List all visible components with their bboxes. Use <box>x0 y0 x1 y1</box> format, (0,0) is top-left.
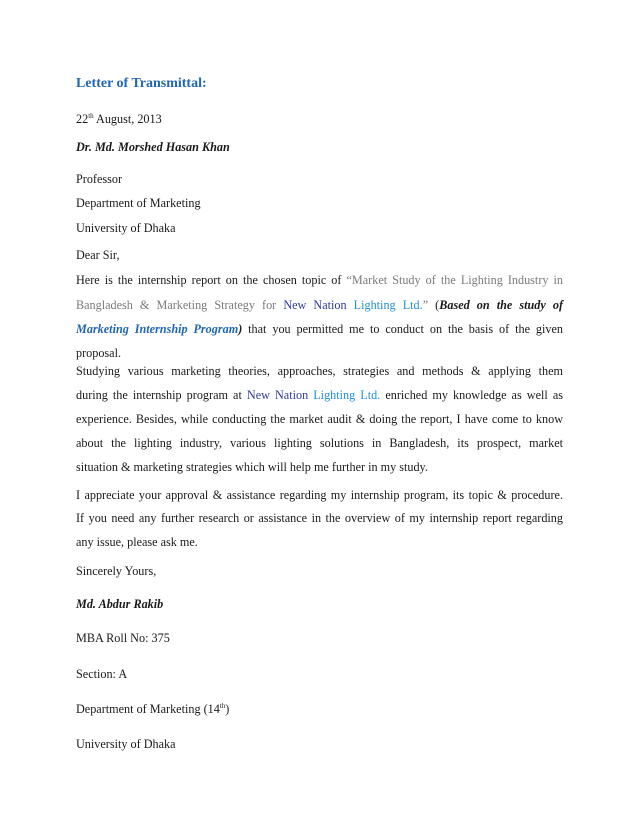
para1-line4: proposal. <box>76 346 122 360</box>
para1-text: Here is the internship report on the chosen topic of <box>76 273 347 287</box>
report-topic: ” <box>422 298 429 312</box>
para3-line1: I appreciate your approval & assistance regarding my internship program, its topic & procedure. <box>76 488 563 502</box>
para1-line1 <box>76 273 563 288</box>
company-name: Lighting Ltd. <box>353 298 423 312</box>
date-suffix: th <box>88 112 94 120</box>
date-day: 22 <box>76 112 89 126</box>
para2-text: enriched my knowledge as well as <box>380 388 563 402</box>
para2-line4: about the lighting industry, various lighting solutions in Bangladesh, its prospect, market <box>76 436 563 450</box>
para1-line2 <box>76 298 563 313</box>
recipient-title: Professor <box>76 172 123 186</box>
para3-line3: any issue, please ask me. <box>76 535 198 549</box>
salutation: Dear Sir, <box>76 248 120 262</box>
recipient-university: University of Dhaka <box>76 221 176 235</box>
report-topic: “Market Study of the Lighting Industry in <box>346 273 564 287</box>
company-name: New Nation <box>283 298 354 312</box>
study-basis: Based on the study of <box>439 298 564 312</box>
company-name: Lighting Ltd. <box>313 388 381 402</box>
para2-line5: situation & marketing strategies which will help me further in my study. <box>76 460 428 474</box>
sender-name: Md. Abdur Rakib <box>76 597 164 611</box>
date-rest: August, 2013 <box>93 112 162 126</box>
batch-suffix: th <box>219 702 226 710</box>
recipient-name: Dr. Md. Morshed Hasan Khan <box>76 140 230 154</box>
recipient-department: Department of Marketing <box>76 196 201 210</box>
study-basis: ) <box>238 322 243 336</box>
para3-line2: If you need any further research or assistance in the overview of my internship report regarding <box>76 511 563 525</box>
sender-university: University of Dhaka <box>76 737 176 751</box>
para1-line3 <box>76 322 563 337</box>
sender-department-text: Department of Marketing (14 <box>76 702 220 716</box>
letter-date <box>76 112 162 127</box>
sender-department <box>76 702 229 717</box>
sender-department-text: ) <box>225 702 230 716</box>
sender-section: Section: A <box>76 667 128 681</box>
para1-text: ( <box>428 298 440 312</box>
para2-text: during the internship program at <box>76 388 247 402</box>
page-title: Letter of Transmittal: <box>76 76 207 91</box>
company-name: New Nation <box>246 388 314 402</box>
sender-roll: MBA Roll No: 375 <box>76 631 170 645</box>
para2-line2 <box>76 388 563 403</box>
closing: Sincerely Yours, <box>76 564 157 578</box>
para1-text: that you permitted me to conduct on the basis of the given <box>242 322 563 336</box>
para2-line3: experience. Besides, while conducting the market audit & doing the report, I have come to know <box>76 412 563 426</box>
para2-line1: Studying various marketing theories, approaches, strategies and methods & applying them <box>76 364 563 378</box>
program-name: Marketing Internship Program <box>76 322 239 336</box>
report-topic: Bangladesh & Marketing Strategy for <box>76 298 284 312</box>
